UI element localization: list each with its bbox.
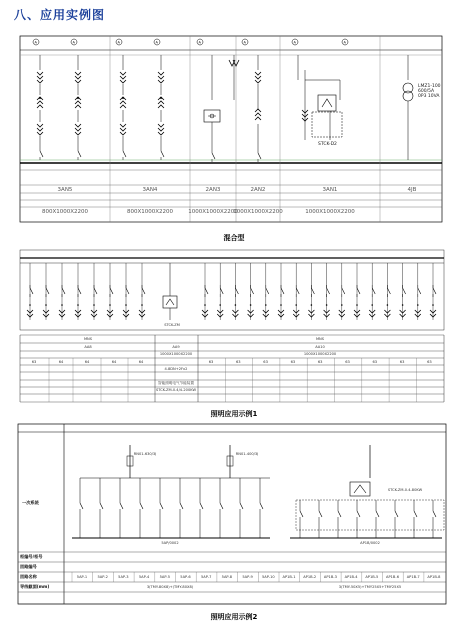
cabinet-label-4: 3AN1 xyxy=(322,187,338,193)
stck-zm-box xyxy=(163,296,177,308)
d2-switch xyxy=(433,288,436,294)
node-dot xyxy=(417,304,419,306)
d2-switch xyxy=(94,288,97,294)
amp-right: 63 xyxy=(372,360,378,364)
d3-switch xyxy=(433,511,436,517)
caption-lighting-example-2: 照明应用示例2 xyxy=(210,613,258,621)
node-dot xyxy=(93,304,95,306)
cabinet-label-2: 2AN3 xyxy=(205,187,221,193)
energy-saver-note: 智能照明电气节能装置 xyxy=(158,381,194,385)
amp-right: 63 xyxy=(290,360,296,364)
caption-mixed-type: 混合型 xyxy=(223,234,245,242)
feeder-switch xyxy=(258,153,261,159)
contact-chevron xyxy=(255,113,261,116)
d2-switch xyxy=(342,288,345,294)
ammeter-label: A xyxy=(117,40,120,45)
contact-chevron xyxy=(37,132,43,135)
contact-chevron xyxy=(158,128,164,131)
primary-system-label: 一次系统 xyxy=(22,500,39,505)
circuit-8: 5AP-9 xyxy=(242,575,253,579)
dashed-group xyxy=(296,500,444,530)
circuit-4: 5AP-5 xyxy=(159,575,171,579)
d3-switch xyxy=(260,503,263,509)
d3-switch xyxy=(180,503,183,509)
node-dot xyxy=(295,304,297,306)
ammeter-label: A xyxy=(72,40,75,45)
cabinet-dim-2: 1000X1000X2200 xyxy=(188,209,238,215)
cabinet-dim-4: 1000X1000X2200 xyxy=(305,209,355,215)
contact-chevron xyxy=(75,124,81,127)
contact-chevron xyxy=(120,128,126,131)
circuit-1: 5AP-2 xyxy=(97,575,108,579)
dim-mid: 1000X1000X2200 xyxy=(159,352,193,356)
contact-chevron xyxy=(37,72,43,75)
circuit-7: 5AP-8 xyxy=(221,575,233,579)
caption-lighting-example-1: 照明应用示例1 xyxy=(210,410,258,418)
amp-right: 63 xyxy=(317,360,323,364)
amp-left: 64 xyxy=(58,360,64,364)
contact-chevron xyxy=(75,105,81,108)
node-dot xyxy=(326,304,328,306)
feeder-switch xyxy=(78,151,81,157)
d2-switch xyxy=(311,288,314,294)
contact-chevron xyxy=(120,124,126,127)
d2-switch xyxy=(266,288,269,294)
dim-right: 1000X1000X2200 xyxy=(303,352,337,356)
node-dot xyxy=(141,304,143,306)
node-dot xyxy=(356,304,358,306)
d2-switch xyxy=(418,288,421,294)
node-dot xyxy=(235,304,237,306)
contact-chevron xyxy=(120,72,126,75)
node-dot xyxy=(280,304,282,306)
node-dot xyxy=(250,304,252,306)
row-header-2: 回路名称 xyxy=(20,574,37,579)
contact-chevron xyxy=(255,76,261,79)
d2-switch xyxy=(110,288,113,294)
d2-switch xyxy=(62,288,65,294)
node-dot xyxy=(387,304,389,306)
d3-switch xyxy=(357,511,360,517)
bus-right-label: AP1B/0002 xyxy=(360,541,380,545)
contact-chevron xyxy=(120,80,126,83)
contact-chevron xyxy=(37,80,43,83)
d2-switch xyxy=(403,288,406,294)
rn1-label: RN01-630/3J xyxy=(133,452,157,456)
contact-chevron xyxy=(75,72,81,75)
circuit-0: 5AP-1 xyxy=(76,575,88,579)
node-dot xyxy=(125,304,127,306)
amp-right: 63 xyxy=(427,360,432,364)
circuit-17: AP1B-8 xyxy=(427,575,441,579)
d2-switch xyxy=(126,288,129,294)
circuit-6: 5AP-7 xyxy=(200,575,212,579)
contact-chevron xyxy=(158,124,164,127)
amp-right: 63 xyxy=(399,360,405,364)
ammeter-label: A xyxy=(293,40,296,45)
row-header-0: 柜编号/柜号 xyxy=(20,554,43,559)
cabinet-dim-3: 1000X1000X2200 xyxy=(233,209,283,215)
ammeter-label: A xyxy=(243,40,246,45)
contact-chevron xyxy=(37,76,43,79)
circuit-11: AP1B-2 xyxy=(303,575,317,579)
d2-switch xyxy=(281,288,284,294)
amp-right: 63 xyxy=(208,360,214,364)
d3-switch xyxy=(120,503,123,509)
stck-device-mark xyxy=(322,99,332,107)
d2-switch xyxy=(220,288,223,294)
node-dot xyxy=(341,304,343,306)
d2-switch xyxy=(78,288,81,294)
rn2-label: RN01-400/3J xyxy=(235,452,259,456)
stck-zm-mark xyxy=(166,299,174,305)
stck-zm-label-2: STCK-ZM-0.4-80KW xyxy=(387,488,423,492)
amp-left: 64 xyxy=(111,360,117,364)
feeder-switch xyxy=(161,151,164,157)
node-dot xyxy=(402,304,404,306)
d2-switch xyxy=(387,288,390,294)
node-dot xyxy=(204,304,206,306)
circuit-2: 5AP-3 xyxy=(118,575,129,579)
circuit-13: AP1B-4 xyxy=(344,575,358,579)
d2-switch xyxy=(142,288,145,294)
cable-right: 3(TMY-50X5)+TMY25X5+TMY25X5 xyxy=(338,585,402,589)
contact-chevron xyxy=(75,132,81,135)
node-dot xyxy=(371,304,373,306)
row-header-1: 回路编号 xyxy=(20,564,37,569)
d3-switch xyxy=(220,503,223,509)
node-dot xyxy=(45,304,47,306)
d3-switch xyxy=(414,511,417,517)
stck-zm-mark xyxy=(354,485,366,493)
contact-chevron xyxy=(37,105,43,108)
d2-switch xyxy=(357,288,360,294)
d3-switch xyxy=(376,511,379,517)
d2-switch xyxy=(30,288,33,294)
node-dot xyxy=(311,304,313,306)
feeder-switch xyxy=(40,151,43,157)
contact-chevron xyxy=(75,76,81,79)
d3-switch xyxy=(240,503,243,509)
d3-switch xyxy=(100,503,103,509)
contact-chevron xyxy=(158,72,164,75)
contact-chevron xyxy=(158,80,164,83)
cable-left: 3(TMY-80X8)+(TMY-80X8) xyxy=(146,585,194,589)
contact-chevron xyxy=(255,72,261,75)
contact-chevron xyxy=(158,101,164,104)
contact-chevron xyxy=(255,109,261,112)
circuit-12: AP1B-3 xyxy=(323,575,337,579)
node-dot xyxy=(77,304,79,306)
contact-chevron xyxy=(120,76,126,79)
contact-chevron xyxy=(120,132,126,135)
node-dot xyxy=(219,304,221,306)
row-header-3: 导线截面(mm) xyxy=(20,584,50,589)
stck-d2-label: STCK-D2 xyxy=(318,142,337,147)
section-heading: 八、应用实例图 xyxy=(14,8,106,22)
contact-chevron xyxy=(255,117,261,120)
cabinet-dim-1: 800X1000X2200 xyxy=(126,209,174,215)
circuit-5: 5AP-6 xyxy=(180,575,191,579)
d2-switch xyxy=(205,288,208,294)
ammeter-label: A xyxy=(343,40,346,45)
amp-left: 64 xyxy=(138,360,144,364)
ammeter-label: A xyxy=(198,40,201,45)
cabinet-label-5: 4JB xyxy=(407,187,417,193)
meter-spec-text: LMZ1-100 600/5A 0P3 10VA xyxy=(418,84,441,99)
d3-switch xyxy=(300,511,303,517)
cabinet-dim-0: 800X1000X2200 xyxy=(41,209,89,215)
circuit-3: 5AP-4 xyxy=(138,575,150,579)
contact-chevron xyxy=(158,132,164,135)
stck-dashed-box xyxy=(312,112,342,137)
mid-note: 4.8DN+2Fx2 xyxy=(164,367,188,371)
mns-right: MNS xyxy=(315,337,325,341)
d3-switch xyxy=(140,503,143,509)
d3-switch xyxy=(338,511,341,517)
amp-right: 63 xyxy=(345,360,350,364)
d2-switch xyxy=(235,288,238,294)
contact-chevron xyxy=(158,76,164,79)
amp-left: 63 xyxy=(31,360,37,364)
cabinet-label-0: 3AN5 xyxy=(57,187,73,193)
d2-switch xyxy=(296,288,299,294)
d3-switch xyxy=(319,511,322,517)
feeder-switch xyxy=(123,151,126,157)
node-dot xyxy=(265,304,267,306)
contact-chevron xyxy=(158,105,164,108)
contact-chevron xyxy=(37,128,43,131)
amp-right: 63 xyxy=(236,360,241,364)
node-dot xyxy=(432,304,434,306)
diagram2-upper-frame xyxy=(20,250,444,330)
mns-left: MNS xyxy=(83,337,93,341)
d3-switch xyxy=(80,503,83,509)
stck-zm-box-2 xyxy=(350,482,370,496)
contact-chevron xyxy=(120,105,126,108)
contact-chevron xyxy=(255,80,261,83)
d3-switch xyxy=(160,503,163,509)
transformer-icon xyxy=(403,91,413,101)
aa-right: AA10 xyxy=(315,345,325,349)
circuit-10: AP1B-1 xyxy=(282,575,296,579)
stck-device-box xyxy=(318,95,336,111)
d2-switch xyxy=(46,288,49,294)
contact-chevron xyxy=(75,80,81,83)
breaker-switch xyxy=(212,153,215,159)
node-dot xyxy=(109,304,111,306)
d2-switch xyxy=(251,288,254,294)
aa-mid: AA9 xyxy=(172,345,180,349)
d3-switch xyxy=(200,503,203,509)
aa-left: AA8 xyxy=(84,345,92,349)
d2-switch xyxy=(372,288,375,294)
contact-chevron xyxy=(75,101,81,104)
energy-saver-model: STCK-ZM-0.4/4-200KW xyxy=(155,388,197,392)
stck-zm-label: STCK-ZM xyxy=(164,323,180,327)
node-dot xyxy=(61,304,63,306)
ammeter-label: A xyxy=(34,40,37,45)
circuit-14: AP1B-5 xyxy=(365,575,379,579)
amp-right: 63 xyxy=(263,360,268,364)
circuit-15: AP1B-6 xyxy=(386,575,399,579)
cabinet-label-1: 3AN4 xyxy=(142,187,158,193)
circuit-9: 5AP-10 xyxy=(261,575,275,579)
circuit-16: AP1B-7 xyxy=(406,575,420,579)
cabinet-label-3: 2AN2 xyxy=(250,187,266,193)
contact-chevron xyxy=(37,101,43,104)
d3-switch xyxy=(395,511,398,517)
ammeter-label: A xyxy=(155,40,158,45)
contact-chevron xyxy=(75,128,81,131)
amp-left: 64 xyxy=(84,360,90,364)
bus-left-label: 5AP/0002 xyxy=(161,541,179,545)
contact-chevron xyxy=(37,124,43,127)
d2-switch xyxy=(327,288,330,294)
contact-chevron xyxy=(120,101,126,104)
transformer-icon xyxy=(403,83,413,93)
node-dot xyxy=(29,304,31,306)
